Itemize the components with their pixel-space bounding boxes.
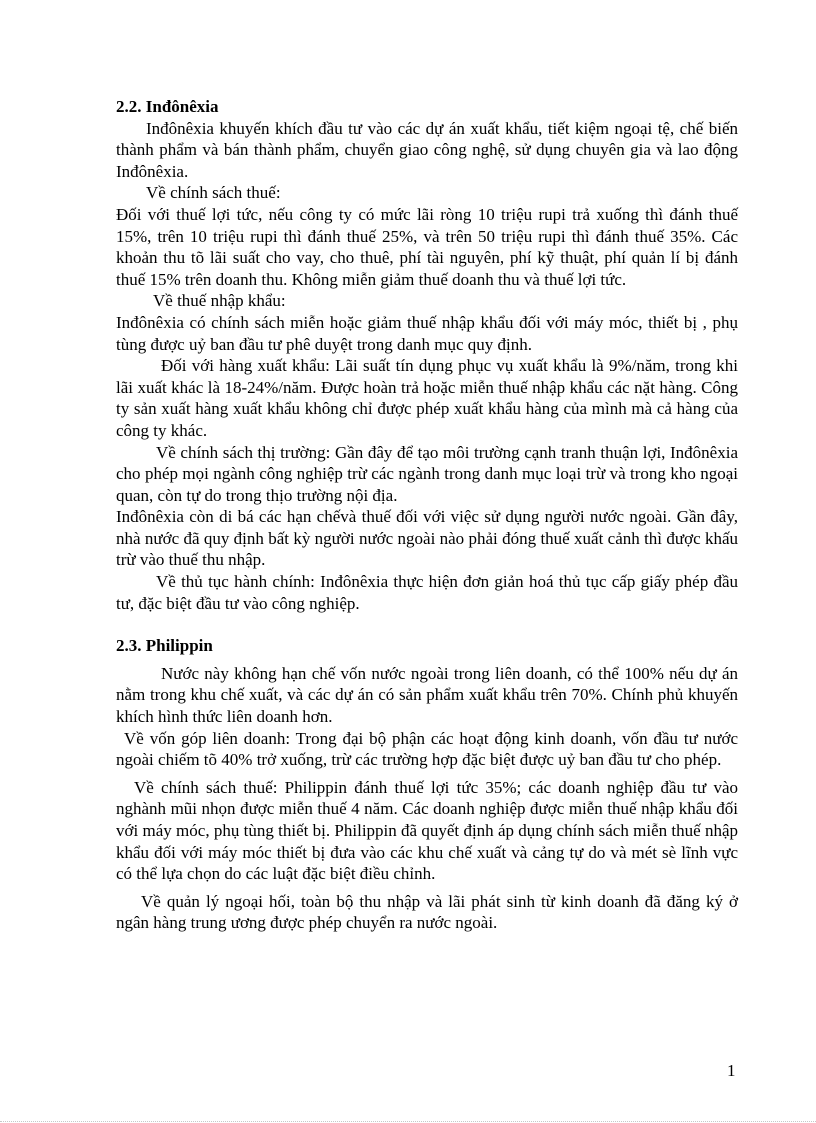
paragraph: Về thủ tục hành chính: Inđônêxia thực hiện đơn giản hoá thủ tục cấp giấy phép đầu tư, đặc biệt đầu tư vào công nghiệp. <box>116 572 738 613</box>
paragraph: Về vốn góp liên doanh: Trong đại bộ phận các hoạt động kinh doanh, vốn đầu tư nước ngoài chiếm tõ 40% trở xuống, trừ các trường hợp đặc biệt được uỷ ban đầu tư cho phép. <box>116 728 738 770</box>
paragraph: Inđônêxia có chính sách miễn hoặc giảm thuế nhập khẩu đối với máy móc, thiết bị , phụ tùng được uỷ ban đầu tư phê duyệt trong danh mục quy định. <box>116 312 738 354</box>
paragraph: Về chính sách thuế: <box>146 183 281 203</box>
paragraph: Inđônêxia khuyến khích đầu tư vào các dự án xuất khẩu, tiết kiệm ngoại tệ, chế biến thành phẩm và bán thành phẩm, chuyển giao công nghệ, sử dụng chuyên gia và lao động Inđônêxia. <box>116 118 738 181</box>
page-bottom-divider <box>0 1121 816 1122</box>
paragraph: Về chính sách thị trường: Gần đây để tạo môi trường cạnh tranh thuận lợi, Inđônêxia cho phép mọi ngành công nghiệp trừ các ngành trong danh mục loại trừ và trong kho ngoại quan, còn tự do trong thịo trường nội địa. <box>116 442 738 505</box>
paragraph: Nước này không hạn chế vốn nước ngoài trong liên doanh, có thể 100% nếu dự án nằm trong khu chế xuất, và các dự án có sản phẩm xuất khẩu trên 70%. Chính phủ khuyến khích hình thức liên doanh hơn. <box>116 663 738 727</box>
paragraph: Về chính sách thuế: Philippin đánh thuế lợi tức 35%; các doanh nghiệp đầu tư vào nghành mũi nhọn được miễn thuế 4 năm. Các doanh nghiệp được miễn thuế nhập khẩu đối với máy móc, phụ tùng thiết bị. Philippin đã quyết định áp dụng chính sách miễn thuế nhập khẩu đối với máy móc thiết bị đưa vào các khu chế xuất và cảng tự do và mét sè lĩnh vực có thể lựa chọn do các luật đặc biệt điều chỉnh. <box>116 777 738 884</box>
paragraph: Đối với hàng xuất khẩu: Lãi suất tín dụng phục vụ xuất khẩu là 9%/năm, trong khi lãi xuất khác là 18-24%/năm. Được hoàn trả hoặc miễn thuế nhập khẩu các nặt hàng. Công ty sản xuất hàng xuất khẩu không chỉ được phép xuất khẩu hàng của mình mà cả hàng của công ty khác. <box>116 356 738 440</box>
paragraph: Về quản lý ngoại hối, toàn bộ thu nhập và lãi phát sinh từ kinh doanh đã đăng ký ở ngân hàng trung ương được phép chuyển ra nước ngoài. <box>116 891 738 933</box>
page-number: 1 <box>727 1061 736 1080</box>
paragraph: Đối với thuế lợi tức, nếu công ty có mức lãi ròng 10 triệu rupi trả xuống thì đánh thuế 15%, trên 10 triệu rupi thì đánh thuế 25%, và trên 50 triệu rupi thì đánh thuế 35%. Các khoản thu tõ lãi suất cho vay, cho thuê, phí tài nguyên, phí kỹ thuật, phí quản lí bị đánh thuế 15% trên doanh thu. Không miễn giảm thuế doanh thu và thuế lợi tức. <box>116 204 738 289</box>
section-heading-indonesia: 2.2. Inđônêxia <box>116 97 219 116</box>
document-body <box>116 96 738 934</box>
paragraph: Về thuế nhập khẩu: <box>153 291 286 311</box>
section-heading-philippines: 2.3. Philippin <box>116 636 213 656</box>
paragraph: Inđônêxia còn di bá các hạn chếvà thuế đối với việc sử dụng người nước ngoài. Gần đây, nhà nước đã quy định bất kỳ người nước ngoài nào phải đóng thuế xuất cảnh thì được khấu trừ vào thuế thu nhập. <box>116 507 738 570</box>
